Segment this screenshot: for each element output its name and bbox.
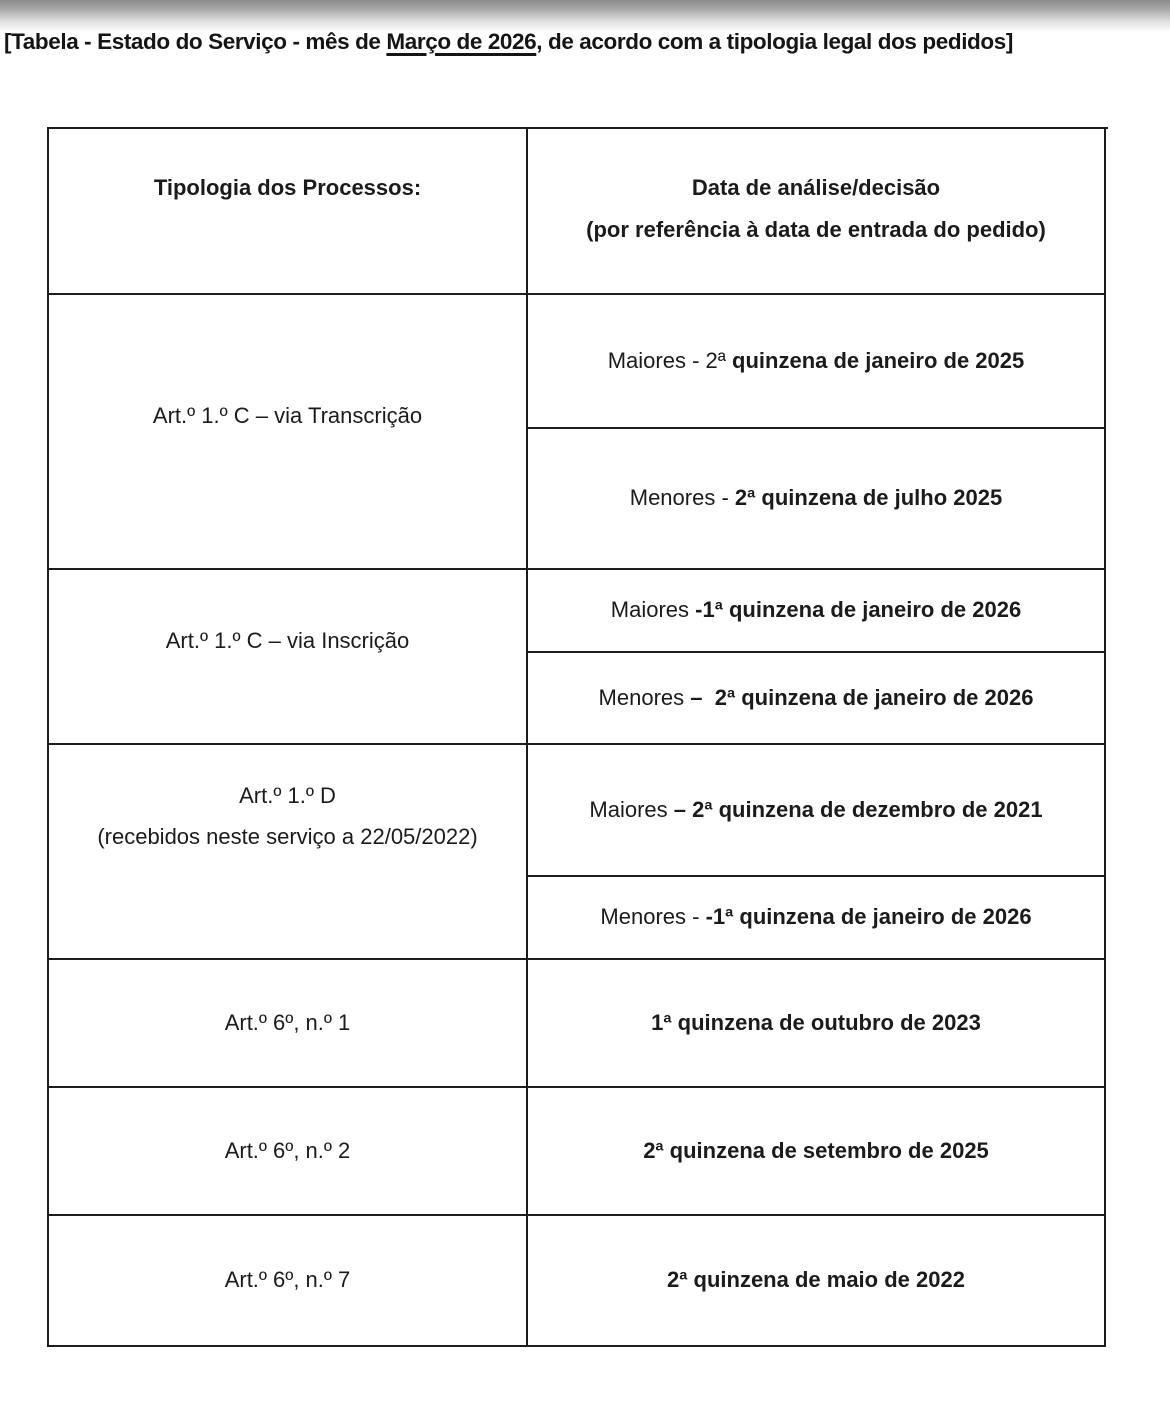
typology-label: Art.º 1.º C – via Inscrição <box>165 628 410 654</box>
page-title-month-underlined: Março de 2026 <box>386 29 537 54</box>
service-status-table <box>47 127 1108 1347</box>
scan-edge-gradient <box>0 0 1170 32</box>
page-title <box>4 29 1013 55</box>
typology-cell-art1d <box>49 745 528 960</box>
date-text-bold: 1ª quinzena de outubro de 2023 <box>651 1009 981 1035</box>
page-title-suffix: , de acordo com a tipologia legal dos pedidos] <box>536 29 1013 54</box>
date-text-bold: – 2ª quinzena de janeiro de 2026 <box>690 684 1034 710</box>
date-text-bold: -1ª quinzena de janeiro de 2026 <box>705 904 1032 930</box>
date-cell <box>528 1088 1106 1216</box>
date-cell <box>528 960 1106 1088</box>
typology-cell-art1c-inscricao <box>49 570 528 745</box>
date-text-normal: Maiores - 2ª <box>607 347 733 373</box>
header-decision-date <box>528 129 1106 295</box>
header-decision-date-line1: Data de análise/decisão <box>691 175 941 200</box>
date-cell <box>528 1216 1106 1347</box>
typology-cell-art6-n2 <box>49 1088 528 1216</box>
typology-label: Art.º 6º, n.º 2 <box>224 1137 351 1163</box>
date-text-bold: – 2ª quinzena de dezembro de 2021 <box>673 796 1043 822</box>
date-text-bold: 2ª quinzena de julho 2025 <box>734 485 1003 511</box>
date-text-bold: 2ª quinzena de maio de 2022 <box>667 1267 965 1293</box>
typology-label: Art.º 1.º C – via Transcrição <box>152 403 423 429</box>
date-text-normal: Menores - <box>629 485 735 511</box>
typology-cell-art1c-transcricao <box>49 295 528 570</box>
date-text-bold: 2ª quinzena de setembro de 2025 <box>643 1137 989 1163</box>
date-text-normal: Menores <box>598 684 691 710</box>
date-text-bold: quinzena de janeiro de 2025 <box>732 347 1025 373</box>
typology-cell-art6-n7 <box>49 1216 528 1347</box>
date-text-normal: Maiores <box>610 597 696 623</box>
date-cell-menores <box>528 877 1106 960</box>
typology-label: Art.º 1.º D <box>239 782 336 808</box>
typology-cell-art6-n1 <box>49 960 528 1088</box>
date-cell-menores <box>528 653 1106 745</box>
typology-label: Art.º 6º, n.º 7 <box>224 1267 351 1293</box>
date-cell-menores <box>528 429 1106 570</box>
header-typology-label: Tipologia dos Processos: <box>153 175 422 200</box>
page-title-prefix: [Tabela - Estado do Serviço - mês de <box>4 29 387 54</box>
date-text-normal: Maiores <box>589 796 674 822</box>
typology-label: Art.º 6º, n.º 1 <box>224 1009 351 1035</box>
date-cell-maiores <box>528 745 1106 877</box>
typology-sublabel: (recebidos neste serviço a 22/05/2022) <box>97 823 478 849</box>
date-cell-maiores <box>528 570 1106 653</box>
header-typology <box>49 129 528 295</box>
date-text-normal: Menores - <box>600 904 706 930</box>
date-text-bold: -1ª quinzena de janeiro de 2026 <box>695 597 1022 623</box>
date-cell-maiores <box>528 295 1106 429</box>
header-decision-date-line2: (por referência à data de entrada do pedido) <box>586 216 1046 242</box>
